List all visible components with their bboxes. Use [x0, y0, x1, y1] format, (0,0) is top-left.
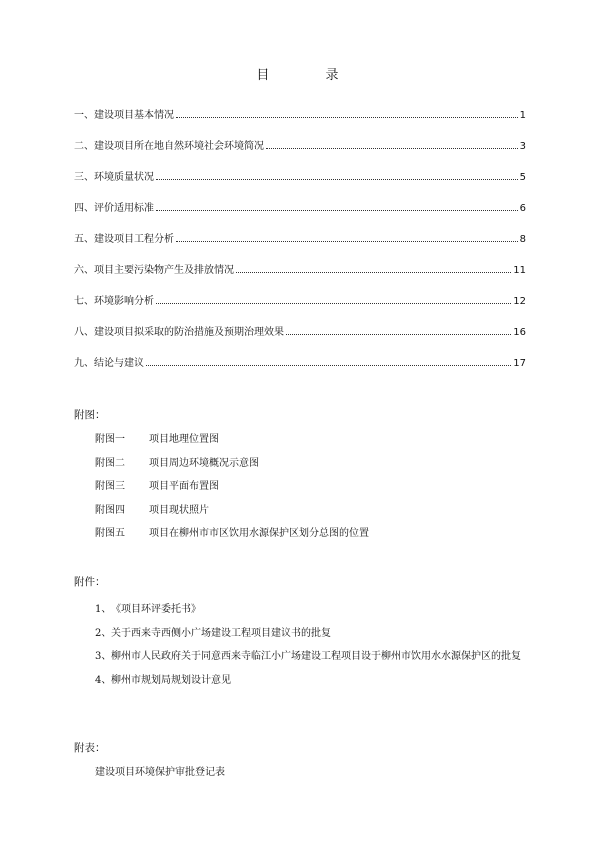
toc-entry-page: 3	[519, 141, 526, 152]
toc-leader-dots	[176, 117, 518, 118]
figure-title: 项目平面布置图	[149, 481, 219, 492]
toc-entry-page: 6	[519, 203, 526, 214]
toc-entry-page: 8	[519, 234, 526, 245]
figure-code: 附图三	[95, 481, 125, 492]
toc-entry-label: 四、评价适用标准	[74, 203, 154, 214]
toc-entry-page: 16	[513, 327, 526, 338]
toc-entry-page: 5	[519, 172, 526, 183]
figure-item	[95, 524, 369, 548]
annex-item	[95, 669, 535, 693]
toc-entry[interactable]	[74, 323, 526, 354]
toc-leader-dots	[156, 303, 511, 304]
toc-entry[interactable]	[74, 137, 526, 168]
figures-heading: 附图：	[74, 409, 106, 421]
figure-code: 附图一	[95, 434, 125, 445]
toc-entry-page: 11	[513, 265, 526, 276]
annex-number: 4、	[95, 675, 112, 686]
toc-entry-label: 六、项目主要污染物产生及排放情况	[74, 265, 234, 276]
toc-leader-dots	[156, 210, 518, 211]
toc-entry-label: 八、建设项目拟采取的防治措施及预期治理效果	[74, 327, 284, 338]
toc-entry-label: 九、结论与建议	[74, 358, 144, 369]
annex-item	[95, 622, 535, 646]
figures-list	[95, 430, 369, 548]
toc-leader-dots	[266, 148, 518, 149]
annex-text: 柳州市人民政府关于同意西来寺临江小广场建设工程项目设于柳州市饮用水水源保护区的批复	[111, 651, 521, 662]
table-of-contents	[74, 106, 526, 385]
annex-text: 《项目环评委托书》	[111, 604, 201, 615]
toc-entry[interactable]	[74, 230, 526, 261]
annex-number: 1、	[95, 604, 112, 615]
toc-entry-label: 三、环境质量状况	[74, 172, 154, 183]
figure-code: 附图五	[95, 528, 125, 539]
figure-title: 项目现状照片	[149, 504, 209, 516]
toc-entry[interactable]	[74, 292, 526, 323]
toc-leader-dots	[236, 272, 511, 273]
annexes-list	[95, 598, 535, 693]
annex-number: 3、	[95, 651, 112, 662]
toc-leader-dots	[156, 179, 518, 180]
annex-text: 柳州市规划局规划设计意见	[111, 675, 231, 686]
toc-entry[interactable]	[74, 199, 526, 230]
annexes-heading: 附件：	[74, 576, 106, 588]
figure-code: 附图二	[95, 457, 125, 469]
toc-entry[interactable]	[74, 261, 526, 292]
toc-leader-dots	[146, 365, 511, 366]
figure-title: 项目地理位置图	[149, 434, 219, 445]
toc-entry-page: 17	[513, 358, 526, 369]
toc-entry-label: 五、建设项目工程分析	[74, 234, 174, 245]
figure-code: 附图四	[95, 504, 125, 516]
toc-entry-label: 七、环境影响分析	[74, 296, 154, 307]
figure-item	[95, 501, 369, 525]
toc-entry-page: 12	[513, 296, 526, 307]
tables-heading: 附表：	[74, 742, 106, 754]
toc-leader-dots	[286, 334, 511, 335]
toc-entry-label: 二、建设项目所在地自然环境社会环境简况	[74, 141, 264, 152]
annex-item	[95, 645, 535, 669]
attached-table-item: 建设项目环境保护审批登记表	[95, 767, 225, 778]
page-title: 目 录	[256, 68, 365, 83]
toc-entry-label: 一、建设项目基本情况	[74, 110, 174, 121]
toc-entry[interactable]	[74, 106, 526, 137]
annex-number: 2、	[95, 627, 112, 639]
toc-entry[interactable]	[74, 168, 526, 199]
figure-title: 项目周边环境概况示意图	[149, 457, 259, 469]
toc-entry[interactable]	[74, 354, 526, 385]
figure-title: 项目在柳州市市区饮用水源保护区划分总图的位置	[149, 528, 369, 539]
toc-leader-dots	[176, 241, 518, 242]
annex-text: 关于西来寺西侧小广场建设工程项目建议书的批复	[111, 627, 331, 639]
figure-item	[95, 477, 369, 501]
figure-item	[95, 454, 369, 478]
figure-item	[95, 430, 369, 454]
toc-entry-page: 1	[519, 110, 526, 121]
annex-item	[95, 598, 535, 622]
